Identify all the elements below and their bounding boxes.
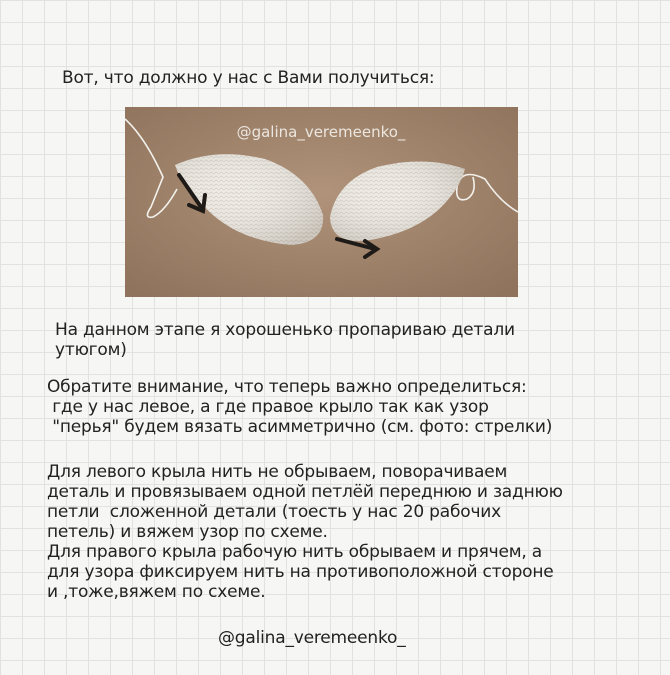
photo-illustration	[125, 107, 518, 297]
paragraph-instructions	[47, 462, 563, 602]
author-signature: @galina_veremeenko_	[218, 628, 406, 648]
page-heading: Вот, что должно у нас с Вами получиться:	[62, 68, 435, 88]
paragraph-line: "перья" будем вязать асимметрично (см. фото: стрелки)	[47, 417, 553, 437]
paragraph-line: петель) и вяжем узор по схеме.	[47, 522, 328, 542]
photo-watermark: @galina_veremeenko_	[236, 123, 406, 141]
paragraph-line: Для левого крыла нить не обрываем, поворачиваем	[47, 462, 508, 482]
paragraph-line: Для правого крыла рабочую нить обрываем и прячем, а	[47, 542, 542, 562]
paragraph-line: и ,тоже,вяжем по схеме.	[47, 582, 266, 602]
paragraph-steaming	[55, 320, 515, 360]
wings-photo	[125, 107, 518, 297]
paragraph-line: утюгом)	[55, 340, 127, 360]
paragraph-line: где у нас левое, а где правое крыло так как узор	[47, 397, 489, 417]
paragraph-line: петли сложенной детали (тоесть у нас 20 рабочих	[47, 502, 502, 522]
paragraph-line: На данном этапе я хорошенько пропариваю детали	[55, 320, 515, 340]
paragraph-attention	[47, 377, 552, 437]
paragraph-line: деталь и провязываем одной петлёй переднюю и заднюю	[47, 482, 563, 502]
paragraph-line: Обратите внимание, что теперь важно определиться:	[47, 377, 527, 397]
paragraph-line: для узора фиксируем нить на противоположной стороне	[47, 562, 554, 582]
